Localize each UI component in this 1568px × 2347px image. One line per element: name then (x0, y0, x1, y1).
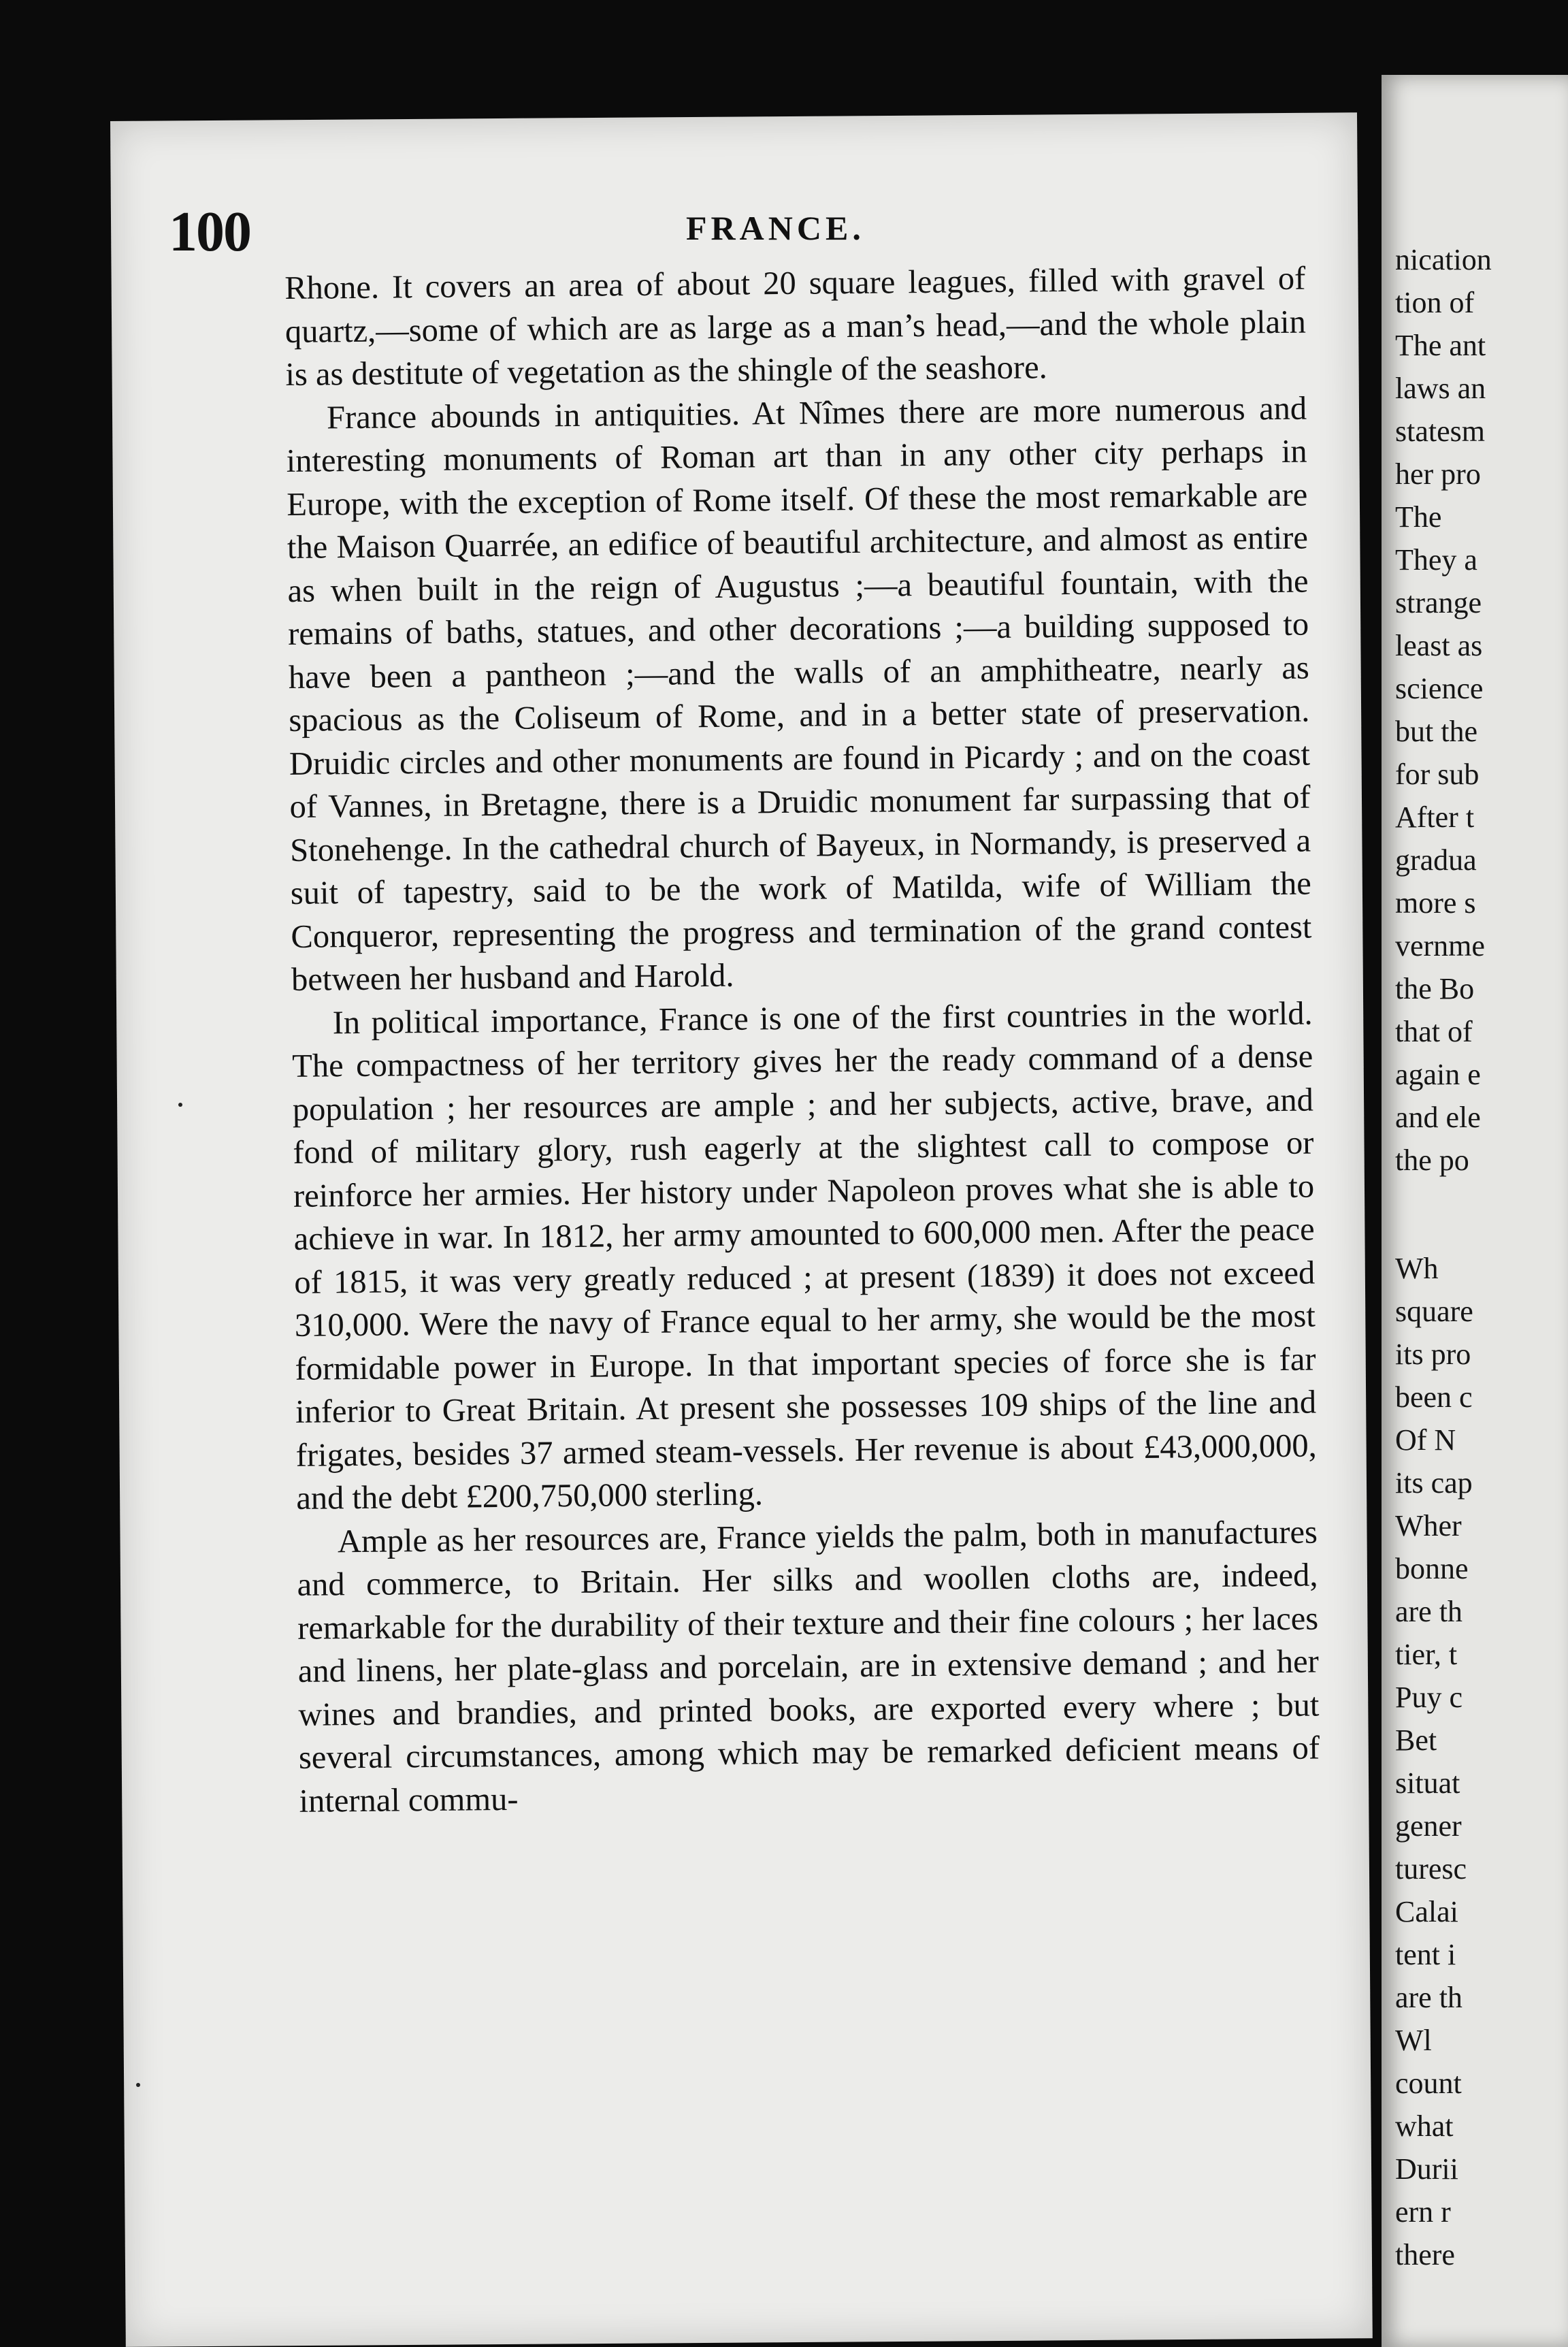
facing-line: vernme (1395, 929, 1485, 962)
facing-line: more s (1395, 886, 1476, 920)
facing-line: for sub (1395, 758, 1480, 791)
facing-line: gradua (1395, 843, 1477, 877)
facing-line: tier, t (1395, 1638, 1458, 1671)
facing-line: been c (1395, 1380, 1473, 1414)
facing-line: Wh (1395, 1252, 1439, 1285)
facing-line: statesm (1395, 415, 1485, 448)
facing-line: strange (1395, 586, 1482, 619)
facing-line: The (1395, 500, 1442, 534)
facing-line: Puy c (1395, 1681, 1463, 1714)
facing-line: Bet (1395, 1723, 1437, 1757)
facing-line: Wl (1395, 2024, 1432, 2057)
facing-page-text (1395, 238, 1568, 2276)
scan-speck (178, 1103, 182, 1107)
book-page-right (1382, 75, 1568, 2347)
scan-speck (136, 2083, 140, 2087)
facing-line: and ele (1395, 1101, 1481, 1134)
paragraph: Rhone. It covers an area of about 20 square leagues, filled with gravel of quartz,—some of which are as large as a man’s head,—and the whole plain is as destitute of vegetation as the shingle of the seashore. (284, 260, 1307, 393)
page-number: 100 (169, 200, 250, 263)
facing-line: Calai (1395, 1895, 1458, 1928)
running-title: FRANCE. (686, 209, 865, 247)
facing-line: ern r (1395, 2195, 1451, 2229)
paragraph: France abounds in antiquities. At Nîmes there are more numerous and interesting monuments of Roman art than in any other city perhaps in Europe, with the exception of Rome itself. Of these the most remarkable are the Maison Quarrée, an edifice of beautiful architecture, and almost as entire as when built in the reign of Augustus ;—a beautiful fountain, with the remains of baths, statues, and other decorations ;—a building supposed to have been a pantheon ;—and the walls of an amphitheatre, nearly as spacious as the Coliseum of Rome, and in a better state of preservation. Druidic circles and other monuments are found in Picardy ; and on the coast of Vannes, in Bretagne, there is a Druidic monument far surpassing that of Stonehenge. In the cathedral church of Bayeux, in Normandy, is preserved a suit of tapestry, said to be the work of Matilda, wife of William the Conqueror, representing the progress and termination of the grand contest between her husband and Harold. (286, 390, 1312, 998)
facing-line: but the (1395, 715, 1477, 748)
facing-line: tion of (1395, 286, 1475, 319)
facing-line: bonne (1395, 1552, 1469, 1585)
page-body (284, 257, 1320, 1823)
facing-line: laws an (1395, 372, 1486, 405)
facing-line: Durii (1395, 2152, 1458, 2186)
facing-line: They a (1395, 543, 1477, 577)
paragraph: In political importance, France is one of the first countries in the world. The compactness of her territory gives her the ready command of a dense population ; her resources are ample ; and her subjects, active, brave, and fond of military glory, rush eagerly at the slightest call to compose or reinforce her armies. Her history under Napoleon proves what she is able to achieve in war. In 1812, her army amounted to 600,000 men. After the peace of 1815, it was very greatly reduced ; at present (1839) it does not exceed 310,000. Were the navy of France equal to her army, she would be the most formidable power in Europe. In that important species of force she is far inferior to Great Britain. At present she possesses 109 ships of the line and frigates, besides 37 armed steam-vessels. Her revenue is about £43,000,000, and the debt £200,750,000 sterling. (292, 995, 1317, 1517)
facing-line: the po (1395, 1144, 1469, 1177)
facing-line: The ant (1395, 329, 1486, 362)
facing-line: least as (1395, 629, 1483, 662)
paragraph: Ample as her resources are, France yields the palm, both in manufactures and commerce, to Britain. Her silks and woollen cloths are, indeed, remarkable for the durability of their texture and their fine colours ; her laces and linens, her plate-glass and porcelain, are in extensive demand ; and her wines and brandies, and printed books, are exported every where ; but several circumstances, among which may be remarked deficient means of internal commu- (297, 1514, 1320, 1819)
facing-line: its cap (1395, 1466, 1473, 1500)
facing-gap (1395, 1182, 1568, 1247)
facing-line: again e (1395, 1058, 1481, 1091)
facing-line: After t (1395, 800, 1475, 834)
facing-line: are th (1395, 1981, 1463, 2014)
facing-line: gener (1395, 1809, 1462, 1843)
facing-line: science (1395, 672, 1484, 705)
facing-line: its pro (1395, 1338, 1471, 1371)
facing-line: tent i (1395, 1938, 1456, 1971)
facing-line: situat (1395, 1766, 1460, 1800)
facing-line: square (1395, 1295, 1473, 1328)
facing-line: there (1395, 2238, 1455, 2271)
facing-line: the Bo (1395, 972, 1475, 1005)
facing-line: are th (1395, 1595, 1463, 1628)
facing-line: that of (1395, 1015, 1473, 1048)
facing-line: Wher (1395, 1509, 1462, 1542)
facing-line: her pro (1395, 457, 1481, 491)
facing-line: Of N (1395, 1423, 1456, 1457)
facing-line: nication (1395, 243, 1492, 276)
facing-line: turesc (1395, 1852, 1467, 1885)
facing-line: what (1395, 2109, 1454, 2143)
facing-line: count (1395, 2067, 1462, 2100)
